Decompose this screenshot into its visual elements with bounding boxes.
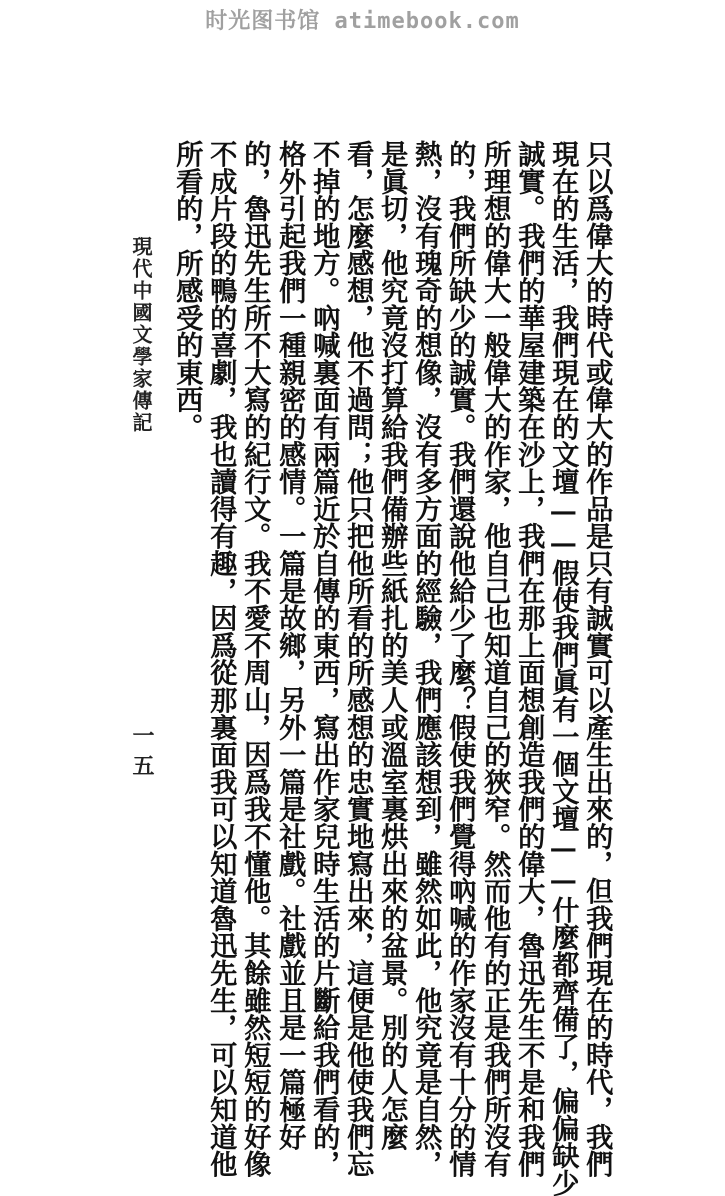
text-column-10: 格外引起我們一種親密的感情。一篇是故鄉，另外一篇是社戲。社戲並且是一篇極好 bbox=[274, 140, 307, 1151]
text-column-6: 熱，沒有瑰奇的想像，沒有多方面的經驗，我們應該想到，雖然如此，他究竟是自然， bbox=[410, 140, 443, 1178]
text-column-1: 只以爲偉大的時代或偉大的作品是只有誠實可以產生出來的，但我們現在的時代，我們 bbox=[581, 140, 614, 1178]
text-column-13: 所看的，所感受的東西。 bbox=[171, 140, 204, 441]
text-column-5: 的，我們所缺少的誠實。我們還說他給少了麼？假使我們覺得吶喊的作家沒有十分的情 bbox=[444, 140, 477, 1178]
text-column-2: 現在的生活，我們現在的文壇——假使我們眞有一個文壇——什麼都齊備了，偏偏缺少 bbox=[547, 140, 580, 1196]
text-column-12: 不成片段的鴨的喜劇，我也讀得有趣，因爲從那裏面我可以知道魯迅先生，可以知道他 bbox=[205, 140, 238, 1178]
text-column-11: 的，魯迅先生所不大寫的紀行文。我不愛不周山，因爲我不懂他。其餘雖然短短的好像 bbox=[239, 140, 272, 1178]
text-column-8: 看，怎麼感想，他不過問；他只把他所看的所感想的忠實地寫出來，這便是他使我們忘 bbox=[342, 140, 375, 1178]
text-column-3: 誠實。我們的華屋建築在沙上，我們在那上面想創造我們的偉大，魯迅先生不是和我們 bbox=[513, 140, 546, 1178]
text-column-7: 是眞切，他究竟沒打算給我們備辦些紙扎的美人或溫室裏烘出來的盆景。別的人怎麼 bbox=[376, 140, 409, 1151]
running-title: 現代中國文學家傳記 bbox=[129, 236, 153, 434]
page-number: 一五 bbox=[129, 724, 155, 784]
text-column-9: 不掉的地方。吶喊裏面有兩篇近於自傳的東西，寫出作家兒時生活的片斷給我們看的， bbox=[308, 140, 341, 1178]
watermark: 时光图书馆 atimebook.com bbox=[205, 9, 520, 34]
text-column-4: 所理想的偉大一般偉大的作家，他自己也知道自己的狹窄。然而他有的正是我們所沒有 bbox=[479, 140, 512, 1178]
